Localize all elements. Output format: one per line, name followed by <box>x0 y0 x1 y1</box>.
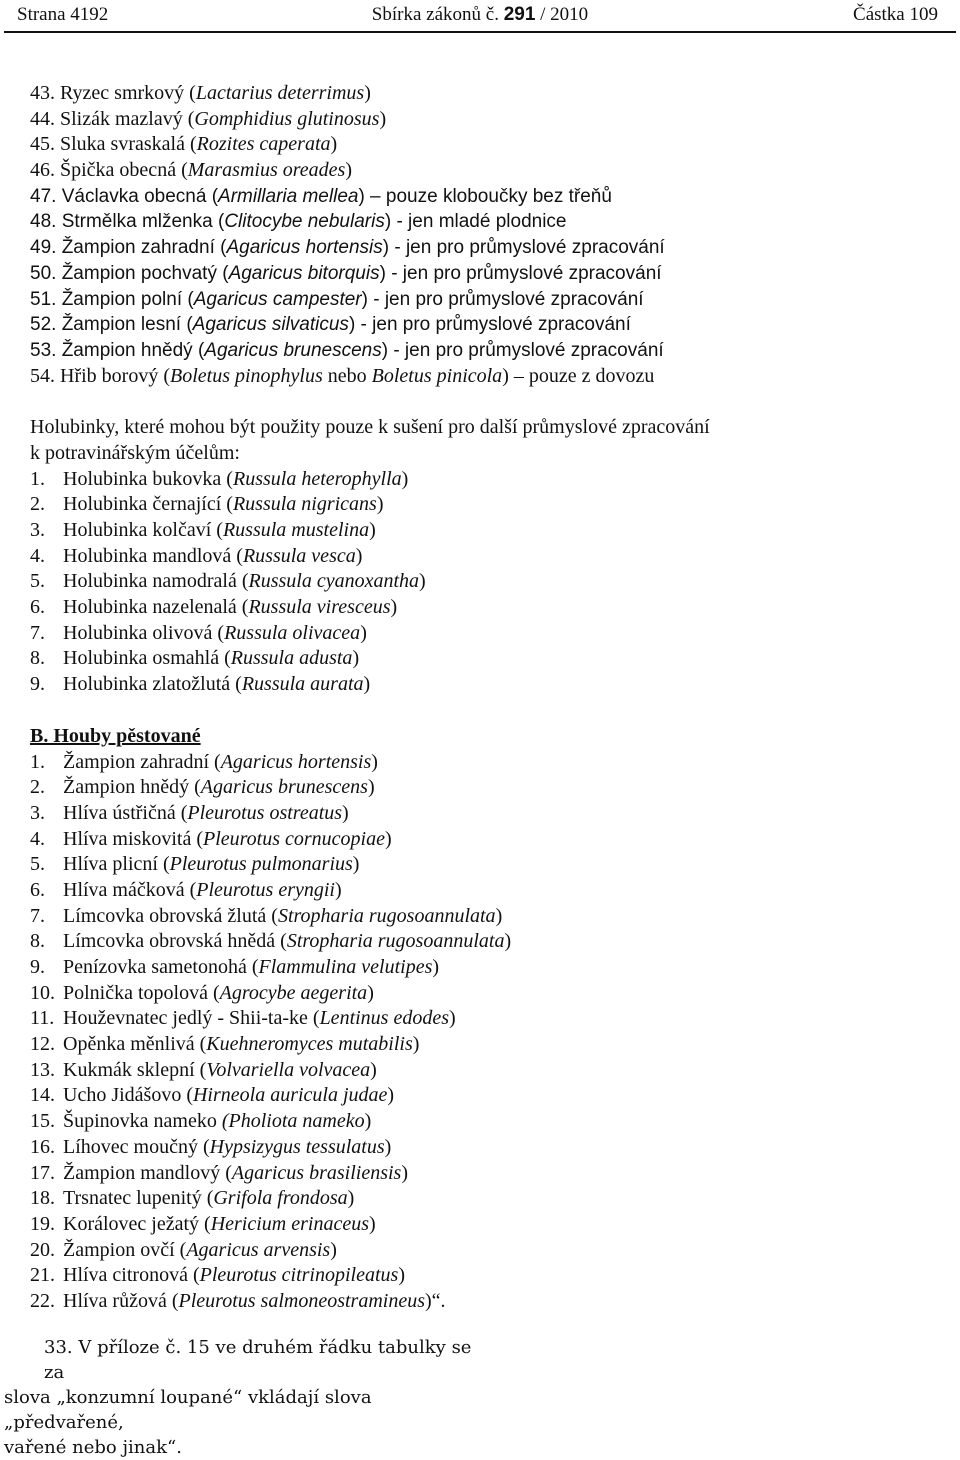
item-note: ) <box>419 570 426 593</box>
latin-name: Pleurotus eryngii <box>196 878 335 901</box>
latin-name: Pleurotus citrinopileatus <box>199 1264 399 1287</box>
item-number: 52. <box>30 314 57 336</box>
common-name: Hřib borový ( <box>60 364 170 387</box>
list-item <box>30 595 930 621</box>
item-number: 2. <box>30 776 45 799</box>
latin-name: Russula adusta <box>230 647 353 670</box>
item-number: 22. <box>30 1289 55 1312</box>
item-number: 7. <box>30 621 45 644</box>
item-number: 15. <box>30 1110 55 1133</box>
collection-title <box>0 4 960 26</box>
latin-name: Stropharia rugosoannulata <box>286 930 505 953</box>
item-number: 54. <box>30 364 55 387</box>
item-note: nebo <box>322 364 372 387</box>
item-note: ) <box>379 107 387 130</box>
item-number: 3. <box>30 519 45 541</box>
common-name: Hlíva citronová ( <box>63 1264 200 1287</box>
item-note: ) <box>367 981 374 1004</box>
footer-line-2: slova „konzumní loupané“ vkládají slova „předvařené, <box>4 1387 372 1433</box>
item-number: 1. <box>30 467 45 490</box>
item-number: 6. <box>30 596 45 619</box>
list-item <box>30 364 930 390</box>
common-name: Žampion mandlový ( <box>63 1161 232 1184</box>
item-note: ) <box>352 853 360 876</box>
item-number: 48. <box>30 211 57 233</box>
common-name: Holubinka bukovka ( <box>63 467 233 490</box>
common-name: Holubinka kolčaví ( <box>63 519 223 541</box>
common-name: Trsnatec lupenitý ( <box>63 1187 214 1210</box>
item-number: 9. <box>30 956 45 978</box>
latin-name: Pleurotus salmoneostramineus <box>178 1289 425 1312</box>
common-name: Hlíva ústřičná ( <box>63 801 188 824</box>
latin-name: Lactarius deterrimus <box>195 82 365 104</box>
item-note: ) <box>370 1058 377 1081</box>
common-name: Houževnatec jedlý - Shii-ta-ke ( <box>63 1007 320 1030</box>
header-rule <box>4 31 956 33</box>
item-note: ) <box>364 1110 372 1133</box>
latin-name: Armillaria mellea <box>218 185 359 207</box>
item-note: ) <box>363 673 371 696</box>
holubinky-intro-line2: k potravinářským účelům: <box>30 441 240 464</box>
item-number: 19. <box>30 1212 55 1235</box>
list-item <box>30 1161 930 1187</box>
footer-note <box>4 1335 484 1460</box>
latin-name: Russula aurata <box>241 673 364 696</box>
item-note: ) - jen pro průmyslové zpracování <box>381 339 664 361</box>
section-heading: B. Houby pěstované <box>30 724 201 747</box>
list-item <box>30 1238 930 1264</box>
item-number: 51. <box>30 288 57 310</box>
list-item <box>30 235 930 261</box>
page-header <box>0 0 960 32</box>
list-item <box>30 132 930 158</box>
holubinky-list <box>30 467 930 698</box>
common-name: Šupinovka nameko <box>63 1110 222 1133</box>
common-name: Žampion hnědý ( <box>61 339 205 361</box>
item-number: 5. <box>30 570 45 593</box>
spacer <box>30 698 930 724</box>
item-number: 53. <box>30 339 57 361</box>
latin-name: Agaricus bitorquis <box>228 262 380 284</box>
list-item <box>30 878 930 904</box>
item-note: ) - jen pro průmyslové zpracování <box>361 288 644 310</box>
common-name: Kukmák sklepní ( <box>63 1058 207 1081</box>
item-number: 1. <box>30 750 45 773</box>
item-note: ) – pouze kloboučky bez třeňů <box>358 185 612 207</box>
page-number: Strana 4192 <box>17 4 109 25</box>
item-note: ) <box>360 621 367 644</box>
list-item <box>30 955 930 981</box>
list-item <box>30 158 930 184</box>
common-name: Líhovec moučný ( <box>63 1135 210 1158</box>
item-note: ) <box>449 1007 456 1030</box>
list-item <box>30 1109 930 1135</box>
list-item <box>30 184 930 210</box>
common-name: Penízovka sametonohá ( <box>63 956 259 978</box>
list-item <box>30 569 930 595</box>
latin-name: Volvariella volvacea <box>206 1058 371 1081</box>
item-number: 46. <box>30 159 55 182</box>
latin-name: Flammulina velutipes <box>258 956 433 978</box>
common-name: Holubinka nazelenalá ( <box>63 596 249 619</box>
latin-name: Hericium erinaceus <box>210 1212 369 1235</box>
common-name: Holubinka namodralá ( <box>63 570 249 593</box>
common-name: Holubinka olivová ( <box>63 621 225 644</box>
footer-line-1: 33. V příloze č. 15 ve druhém řádku tabulky se za <box>44 1337 472 1383</box>
common-name: Žampion pochvatý ( <box>61 262 229 284</box>
footer-line-3: vařené nebo jinak“. <box>4 1437 182 1458</box>
item-number: 43. <box>30 82 55 104</box>
list-item <box>30 81 930 107</box>
list-item <box>30 338 930 364</box>
latin-name: Clitocybe nebularis <box>224 211 385 233</box>
law-number: 291 <box>503 4 536 25</box>
item-note: ) <box>342 801 349 824</box>
item-note: ) <box>401 1161 408 1184</box>
common-name: Václavka obecná ( <box>61 185 219 207</box>
item-note: ) <box>495 904 503 927</box>
list-item <box>30 852 930 878</box>
common-name: Ryzec smrkový ( <box>60 82 196 104</box>
latin-name: Agrocybe aegerita <box>219 981 368 1004</box>
common-name: Holubinka mandlová ( <box>63 544 243 567</box>
list-item <box>30 1263 930 1289</box>
item-number: 2. <box>30 493 45 516</box>
latin-name: Agaricus silvaticus <box>192 314 349 336</box>
latin-name: Russula viresceus <box>248 596 391 619</box>
list-item <box>30 209 930 235</box>
list-item <box>30 981 930 1007</box>
common-name: Špička obecná ( <box>60 159 188 182</box>
latin-name: Gomphidius glutinosus <box>194 107 380 130</box>
item-note: ) <box>364 82 371 104</box>
latin-name: Russula cyanoxantha <box>248 570 420 593</box>
item-number: 20. <box>30 1238 55 1261</box>
common-name: Žampion zahradní ( <box>61 237 227 259</box>
latin-name: Russula mustelina <box>222 519 370 541</box>
latin-name: Pleurotus ostreatus <box>187 801 343 824</box>
common-name: Žampion lesní ( <box>61 314 193 336</box>
list-item <box>30 1135 930 1161</box>
item-note: ) <box>384 1135 392 1158</box>
list-item <box>30 750 930 776</box>
item-note: ) – pouze z dovozu <box>502 364 655 387</box>
item-number: 7. <box>30 904 45 927</box>
list-item <box>30 646 930 672</box>
latin-name: Boletus pinicola <box>371 364 503 387</box>
list-item <box>30 492 930 518</box>
item-note: ) <box>367 776 375 799</box>
list-item <box>30 107 930 133</box>
spacer <box>30 389 930 415</box>
item-note: ) <box>401 467 409 490</box>
item-note: )“. <box>425 1289 446 1312</box>
latin-name: Stropharia rugosoannulata <box>277 904 496 927</box>
item-number: 45. <box>30 133 55 156</box>
common-name: Hlíva plicní ( <box>63 853 170 876</box>
latin-name: Agaricus hortensis <box>226 237 383 259</box>
item-note: ) <box>390 596 398 619</box>
item-note: ) <box>432 956 440 978</box>
common-name: Polnička topolová ( <box>63 981 220 1004</box>
latin-name: Agaricus arvensis <box>186 1238 331 1261</box>
list-item <box>30 672 930 698</box>
common-name: Hlíva máčková ( <box>63 878 197 901</box>
list-item <box>30 904 930 930</box>
item-number: 12. <box>30 1033 55 1056</box>
common-name: Ucho Jidášovo ( <box>63 1084 193 1107</box>
item-note: ) <box>371 750 378 773</box>
common-name: Límcovka obrovská hnědá ( <box>63 930 287 953</box>
item-number: 5. <box>30 853 45 876</box>
latin-name: Boletus pinophylus <box>169 364 323 387</box>
common-name: Žampion ovčí ( <box>63 1238 187 1261</box>
item-number: 18. <box>30 1187 55 1210</box>
item-number: 14. <box>30 1084 55 1107</box>
list-item <box>30 1006 930 1032</box>
list-item <box>30 621 930 647</box>
common-name: Žampion hnědý ( <box>63 776 201 799</box>
common-name: Holubinka osmahlá ( <box>63 647 231 670</box>
common-name: Strmělka mlženka ( <box>61 211 225 233</box>
item-note: ) <box>412 1033 420 1056</box>
list-item <box>30 312 930 338</box>
common-name: Holubinka černající ( <box>63 493 233 516</box>
latin-name: Pleurotus pulmonarius <box>169 853 353 876</box>
item-number: 9. <box>30 673 45 696</box>
common-name: Slizák mazlavý ( <box>60 107 195 130</box>
common-name: Hlíva růžová ( <box>63 1289 179 1312</box>
latin-name: Hirneola auricula judae <box>192 1084 388 1107</box>
mushroom-list-a <box>30 81 930 389</box>
item-number: 47. <box>30 185 57 207</box>
latin-name: Agaricus brunescens <box>200 776 368 799</box>
common-name: Holubinka zlatožlutá ( <box>63 673 242 696</box>
cultivated-mushroom-list <box>30 750 930 1315</box>
item-note: ) - jen pro průmyslové zpracování <box>382 237 665 259</box>
item-note: ) <box>352 647 360 670</box>
item-number: 6. <box>30 878 45 901</box>
list-item <box>30 929 930 955</box>
item-note: ) <box>355 544 363 567</box>
item-number: 49. <box>30 237 57 259</box>
latin-name: Agaricus hortensis <box>220 750 372 773</box>
list-item <box>30 775 930 801</box>
list-item <box>30 1186 930 1212</box>
latin-name: Agaricus campester <box>193 288 362 310</box>
item-note: ) <box>330 1238 337 1261</box>
latin-name: Russula olivacea <box>224 621 361 644</box>
common-name: Korálovec ježatý ( <box>63 1212 211 1235</box>
item-note: ) <box>376 493 384 516</box>
latin-name: Russula nigricans <box>232 493 377 516</box>
holubinky-intro-line1: Holubinky, které mohou být použity pouze k sušení pro další průmyslové zpracování <box>30 416 710 439</box>
item-number: 8. <box>30 930 45 953</box>
latin-name: Grifola frondosa <box>213 1187 348 1210</box>
list-item <box>30 544 930 570</box>
latin-name: Marasmius oreades <box>187 159 346 182</box>
item-number: 16. <box>30 1135 55 1158</box>
list-item <box>30 287 930 313</box>
list-item <box>30 518 930 544</box>
latin-name: Lentinus edodes <box>319 1007 449 1030</box>
list-item <box>30 1289 930 1315</box>
common-name: Opěnka měnlivá ( <box>63 1033 207 1056</box>
list-item <box>30 1083 930 1109</box>
item-note: ) - jen pro průmyslové zpracování <box>379 262 662 284</box>
latin-name: Russula vesca <box>242 544 356 567</box>
item-note: ) <box>398 1264 405 1287</box>
item-number: 13. <box>30 1058 55 1081</box>
law-year: / 2010 <box>540 4 589 25</box>
document-body <box>30 81 930 1315</box>
list-item <box>30 827 930 853</box>
list-item <box>30 261 930 287</box>
list-item <box>30 1212 930 1238</box>
common-name: Hlíva miskovitá ( <box>63 827 203 850</box>
item-number: 17. <box>30 1161 55 1184</box>
common-name: Sluka svraskalá ( <box>60 133 197 156</box>
item-note: ) <box>369 519 376 541</box>
latin-name: Agaricus brasiliensis <box>231 1161 402 1184</box>
item-number: 3. <box>30 801 45 824</box>
collection-prefix: Sbírka zákonů č. <box>371 4 499 25</box>
list-item <box>30 1032 930 1058</box>
item-note: ) <box>387 1084 395 1107</box>
common-name: Žampion polní ( <box>61 288 194 310</box>
latin-name: Pleurotus cornucopiae <box>202 827 385 850</box>
item-number: 11. <box>30 1007 55 1030</box>
latin-name: Hypsizygus tessulatus <box>209 1135 385 1158</box>
item-number: 21. <box>30 1264 55 1287</box>
item-note: ) - jen mladé plodnice <box>384 211 567 233</box>
part-number: Částka 109 <box>853 4 938 25</box>
latin-name: Russula heterophylla <box>232 467 402 490</box>
item-number: 50. <box>30 262 57 284</box>
item-note: ) <box>504 930 512 953</box>
item-note: ) <box>330 133 338 156</box>
item-number: 44. <box>30 107 55 130</box>
list-item <box>30 467 930 493</box>
common-name: Límcovka obrovská žlutá ( <box>63 904 278 927</box>
item-note: ) <box>334 878 342 901</box>
list-item <box>30 801 930 827</box>
item-note: ) <box>347 1187 355 1210</box>
latin-name: Agaricus brunescens <box>204 339 382 361</box>
latin-name: Rozites caperata <box>196 133 331 156</box>
item-note: ) <box>369 1212 376 1235</box>
latin-name: Kuehneromyces mutabilis <box>206 1033 413 1056</box>
latin-name: (Pholiota nameko <box>221 1110 365 1133</box>
section-b-heading-line <box>30 724 930 750</box>
item-note: ) - jen pro průmyslové zpracování <box>348 314 631 336</box>
item-note: ) <box>385 827 392 850</box>
item-number: 4. <box>30 827 45 850</box>
item-number: 8. <box>30 647 45 670</box>
list-item <box>30 1058 930 1084</box>
item-number: 10. <box>30 981 55 1004</box>
common-name: Žampion zahradní ( <box>63 750 221 773</box>
item-note: ) <box>345 159 352 182</box>
item-number: 4. <box>30 544 45 567</box>
